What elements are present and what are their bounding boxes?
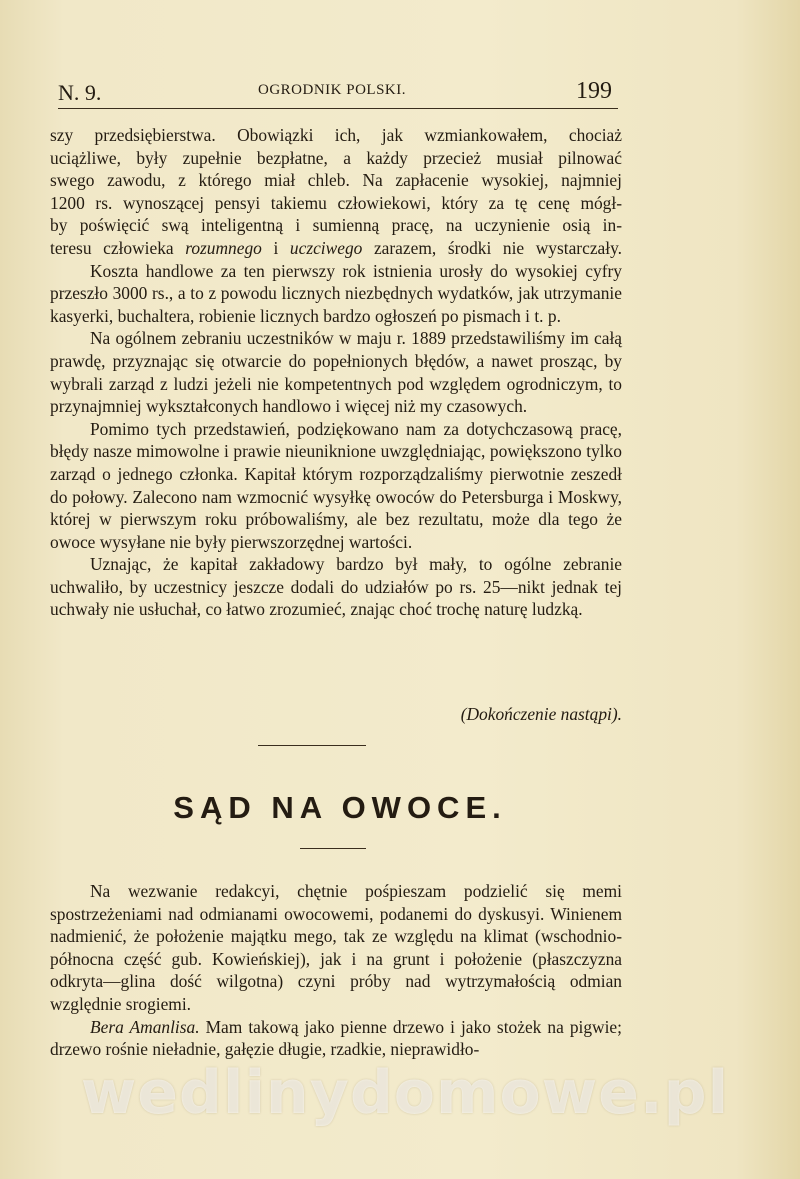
divider bbox=[300, 848, 366, 849]
continuation-note: (Dokończenie nastąpi). bbox=[460, 704, 622, 724]
text-line: swego zawodu, z którego miał chleb. Na zapłacenie wysokiej, najmniej bbox=[50, 170, 622, 191]
divider bbox=[258, 745, 366, 746]
section-title: SĄD NA OWOCE. bbox=[173, 790, 507, 825]
text-run: i bbox=[261, 237, 290, 258]
issue-number: N. 9. bbox=[58, 80, 102, 105]
text-line: 1200 rs. wynoszącej pensyi takiemu człowiekowi, który za tę cenę mógł- bbox=[50, 192, 622, 213]
text-run: zarazem, środki nie wystarczały. bbox=[362, 237, 622, 258]
journal-title: OGRODNIK POLSKI. bbox=[258, 82, 407, 98]
paragraph: Na ogólnem zebraniu uczestników w maju r. 1889 przedstawiliśmy im całą prawdę, przyznając się otwarcie do popełnionych błędów, a nawet prosząc, by wybrali zarząd z ludzi jeżeli nie kompetentnych pod względem ogrodniczym, to przynajmniej wykształconych handlowo i więcej niż my czasowych. bbox=[50, 328, 622, 417]
paragraph: Koszta handlowe za ten pierwszy rok istnienia urosły do wysokiej cyfry przeszło 3000 rs., a to z powodu licznych niezbędnych wydatków, jak utrzymanie kasyerki, buchaltera, robienie licznych bardzo ogłoszeń po pismach i t. p. bbox=[50, 260, 622, 326]
paragraph bbox=[50, 124, 622, 260]
page-number: 199 bbox=[576, 78, 612, 104]
text-line: uciążliwe, były zupełnie bezpłatne, a każdy przecież musiał pilnować bbox=[50, 147, 622, 168]
variety-name: Bera Amanlisa. bbox=[90, 1016, 200, 1037]
article-continuation bbox=[50, 124, 622, 621]
text-line: by poświęcić swą inteligentną i sumienną pracę, na uczynienie osią in- bbox=[50, 215, 622, 236]
italic-word: rozumnego bbox=[185, 237, 262, 258]
italic-word: uczciwego bbox=[289, 237, 363, 258]
paragraph: Uznając, że kapitał zakładowy bardzo był mały, to ogólne zebranie uchwaliło, by uczestnicy jeszcze dodali do udziałów po rs. 25—nikt jednak tej uchwały nie usłuchał, co łatwo zrozumieć, znając choć trochę naturę ludzką. bbox=[50, 554, 622, 620]
paragraph bbox=[50, 1016, 622, 1061]
paragraph: Na wezwanie redakcyi, chętnie pośpieszam podzielić się memi spostrzeżeniami nad odmianami owocowemi, podanemi do dyskusyi. Winienem nadmienić, że położenie majątku mego, tak ze względu na klimat (wschodnio-północna część gub. Kowieńskiej), jak i na grunt i położenie (płaszczyzna odkryta—glina dość wilgotna) czyni próby nad wytrzymałością odmian względnie srogiemi. bbox=[50, 881, 622, 1014]
watermark: wedlinydomowe.pl bbox=[80, 1058, 730, 1128]
paragraph: Pomimo tych przedstawień, podziękowano nam za dotychczasową pracę, błędy nasze mimowolne i prawie nieuniknione uwzględniając, powiększono tylko zarząd o jednego członka. Kapitał którym rozporządzaliśmy pierwotnie zeszedł do połowy. Zalecono nam wzmocnić wysyłkę owoców do Petersburga i Moskwy, której w pierwszym roku próbowaliśmy, ale bez rezultatu, może dla tego że owoce wysyłane nie były pierwszorzędnej wartości. bbox=[50, 418, 622, 552]
running-header bbox=[58, 76, 618, 109]
text-run: teresu człowieka bbox=[50, 237, 186, 258]
article-body bbox=[50, 880, 622, 1061]
text-run: Mam takową jako pienne drzewo i jako stożek na pigwie; drzewo rośnie nieładnie, gałęzie długie, rzadkie, nieprawidło- bbox=[50, 1016, 622, 1060]
text-line: szy przedsiębierstwa. Obowiązki ich, jak wzmiankowałem, chociaż bbox=[50, 125, 622, 145]
text-line bbox=[50, 237, 622, 260]
